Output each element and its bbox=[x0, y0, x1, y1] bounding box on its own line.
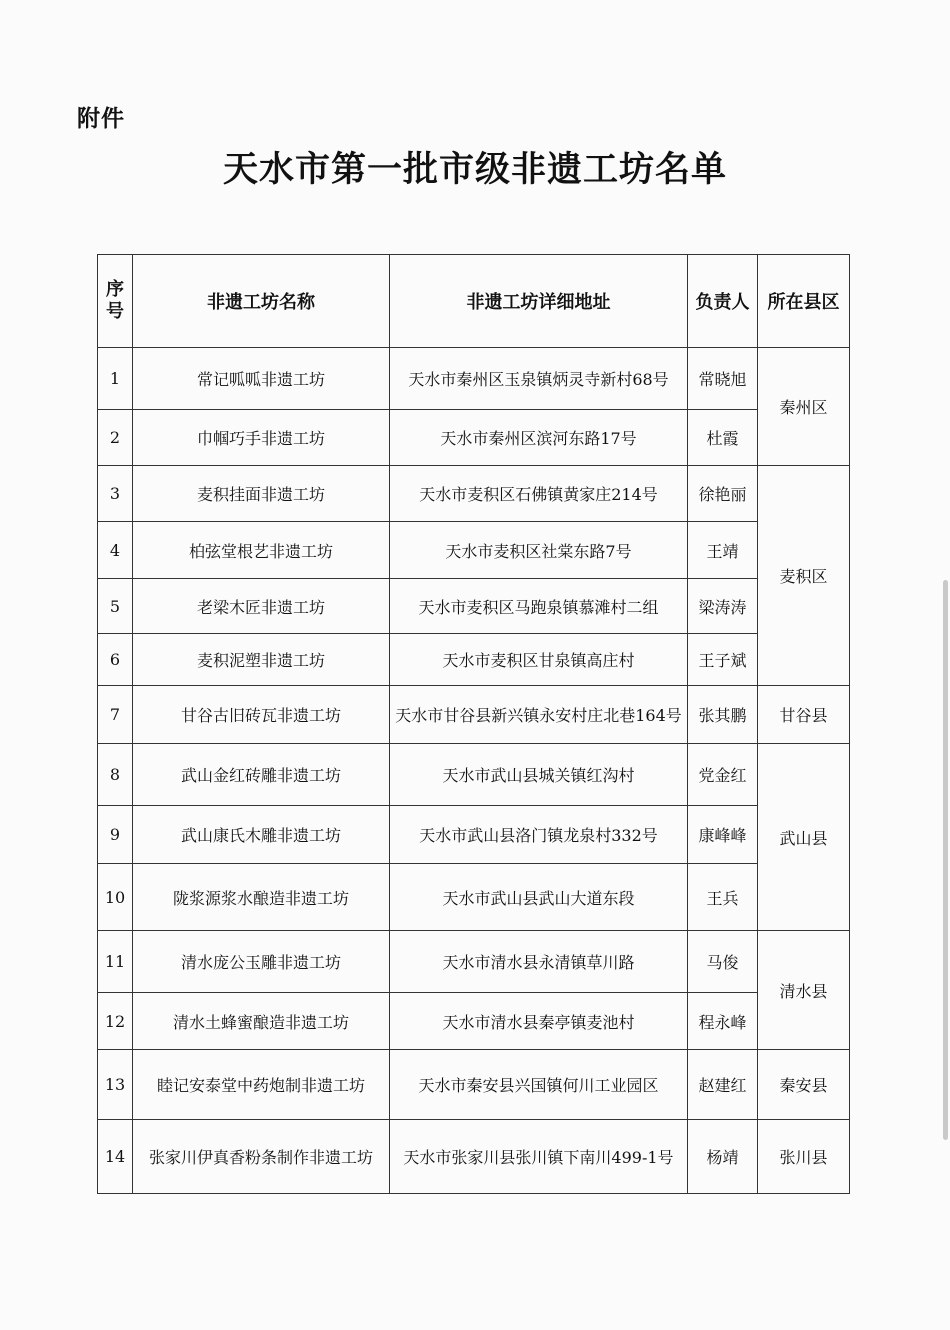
person-in-charge: 程永峰 bbox=[688, 993, 758, 1050]
workshop-name: 张家川伊真香粉条制作非遗工坊 bbox=[133, 1120, 390, 1194]
workshop-address: 天水市麦积区石佛镇黄家庄214号 bbox=[390, 466, 688, 522]
workshop-address: 天水市武山县武山大道东段 bbox=[390, 864, 688, 931]
header-seq: 序 号 bbox=[98, 255, 133, 348]
person-in-charge: 常晓旭 bbox=[688, 348, 758, 410]
row-number: 10 bbox=[98, 864, 133, 931]
person-in-charge: 赵建红 bbox=[688, 1050, 758, 1120]
table-row bbox=[98, 744, 850, 806]
workshop-name: 柏弦堂根艺非遗工坊 bbox=[133, 522, 390, 579]
row-number: 9 bbox=[98, 806, 133, 864]
row-number: 8 bbox=[98, 744, 133, 806]
person-in-charge: 康峰峰 bbox=[688, 806, 758, 864]
workshop-name: 清水土蜂蜜酿造非遗工坊 bbox=[133, 993, 390, 1050]
county-cell: 秦州区 bbox=[758, 348, 850, 466]
row-number: 4 bbox=[98, 522, 133, 579]
workshop-address: 天水市麦积区马跑泉镇慕滩村二组 bbox=[390, 579, 688, 634]
row-number: 1 bbox=[98, 348, 133, 410]
table-row bbox=[98, 410, 850, 466]
workshop-address: 天水市麦积区甘泉镇高庄村 bbox=[390, 634, 688, 686]
header-person: 负责人 bbox=[688, 255, 758, 348]
row-number: 13 bbox=[98, 1050, 133, 1120]
workshop-name: 睦记安泰堂中药炮制非遗工坊 bbox=[133, 1050, 390, 1120]
workshop-name: 甘谷古旧砖瓦非遗工坊 bbox=[133, 686, 390, 744]
workshop-address: 天水市张家川县张川镇下南川499-1号 bbox=[390, 1120, 688, 1194]
row-number: 5 bbox=[98, 579, 133, 634]
workshop-address: 天水市武山县城关镇红沟村 bbox=[390, 744, 688, 806]
workshop-name: 麦积挂面非遗工坊 bbox=[133, 466, 390, 522]
workshop-address: 天水市清水县永清镇草川路 bbox=[390, 931, 688, 993]
county-cell: 甘谷县 bbox=[758, 686, 850, 744]
county-cell: 武山县 bbox=[758, 744, 850, 931]
row-number: 14 bbox=[98, 1120, 133, 1194]
person-in-charge: 王靖 bbox=[688, 522, 758, 579]
table-row bbox=[98, 1120, 850, 1194]
row-number: 12 bbox=[98, 993, 133, 1050]
workshop-address: 天水市清水县秦亭镇麦池村 bbox=[390, 993, 688, 1050]
table-row bbox=[98, 466, 850, 522]
header-name: 非遗工坊名称 bbox=[133, 255, 390, 348]
row-number: 7 bbox=[98, 686, 133, 744]
table-row bbox=[98, 579, 850, 634]
workshop-name: 常记呱呱非遗工坊 bbox=[133, 348, 390, 410]
person-in-charge: 徐艳丽 bbox=[688, 466, 758, 522]
county-cell: 秦安县 bbox=[758, 1050, 850, 1120]
workshop-name: 麦积泥塑非遗工坊 bbox=[133, 634, 390, 686]
county-cell: 麦积区 bbox=[758, 466, 850, 686]
workshop-name: 武山金红砖雕非遗工坊 bbox=[133, 744, 390, 806]
table-row bbox=[98, 634, 850, 686]
table-row bbox=[98, 931, 850, 993]
row-number: 6 bbox=[98, 634, 133, 686]
workshop-address: 天水市秦州区滨河东路17号 bbox=[390, 410, 688, 466]
workshop-table bbox=[97, 254, 850, 1194]
workshop-address: 天水市秦州区玉泉镇炳灵寺新村68号 bbox=[390, 348, 688, 410]
person-in-charge: 党金红 bbox=[688, 744, 758, 806]
table-row bbox=[98, 522, 850, 579]
person-in-charge: 杨靖 bbox=[688, 1120, 758, 1194]
workshop-address: 天水市麦积区社棠东路7号 bbox=[390, 522, 688, 579]
table-row bbox=[98, 348, 850, 410]
workshop-address: 天水市甘谷县新兴镇永安村庄北巷164号 bbox=[390, 686, 688, 744]
table-header-row bbox=[98, 255, 850, 348]
table-row bbox=[98, 864, 850, 931]
header-address: 非遗工坊详细地址 bbox=[390, 255, 688, 348]
county-cell: 清水县 bbox=[758, 931, 850, 1050]
page-title: 天水市第一批市级非遗工坊名单 bbox=[222, 150, 727, 190]
header-county: 所在县区 bbox=[758, 255, 850, 348]
person-in-charge: 梁涛涛 bbox=[688, 579, 758, 634]
workshop-name: 武山康氏木雕非遗工坊 bbox=[133, 806, 390, 864]
row-number: 2 bbox=[98, 410, 133, 466]
county-cell: 张川县 bbox=[758, 1120, 850, 1194]
table-row bbox=[98, 993, 850, 1050]
row-number: 3 bbox=[98, 466, 133, 522]
workshop-name: 巾帼巧手非遗工坊 bbox=[133, 410, 390, 466]
person-in-charge: 张其鹏 bbox=[688, 686, 758, 744]
person-in-charge: 马俊 bbox=[688, 931, 758, 993]
table-row bbox=[98, 806, 850, 864]
row-number: 11 bbox=[98, 931, 133, 993]
workshop-name: 老梁木匠非遗工坊 bbox=[133, 579, 390, 634]
workshop-address: 天水市武山县洛门镇龙泉村332号 bbox=[390, 806, 688, 864]
person-in-charge: 杜霞 bbox=[688, 410, 758, 466]
table-row bbox=[98, 1050, 850, 1120]
person-in-charge: 王子斌 bbox=[688, 634, 758, 686]
vertical-scrollbar[interactable] bbox=[943, 580, 948, 1140]
attachment-label: 附件 bbox=[77, 106, 125, 132]
workshop-name: 陇浆源浆水酿造非遗工坊 bbox=[133, 864, 390, 931]
table-row bbox=[98, 686, 850, 744]
workshop-name: 清水庞公玉雕非遗工坊 bbox=[133, 931, 390, 993]
person-in-charge: 王兵 bbox=[688, 864, 758, 931]
workshop-address: 天水市秦安县兴国镇何川工业园区 bbox=[390, 1050, 688, 1120]
